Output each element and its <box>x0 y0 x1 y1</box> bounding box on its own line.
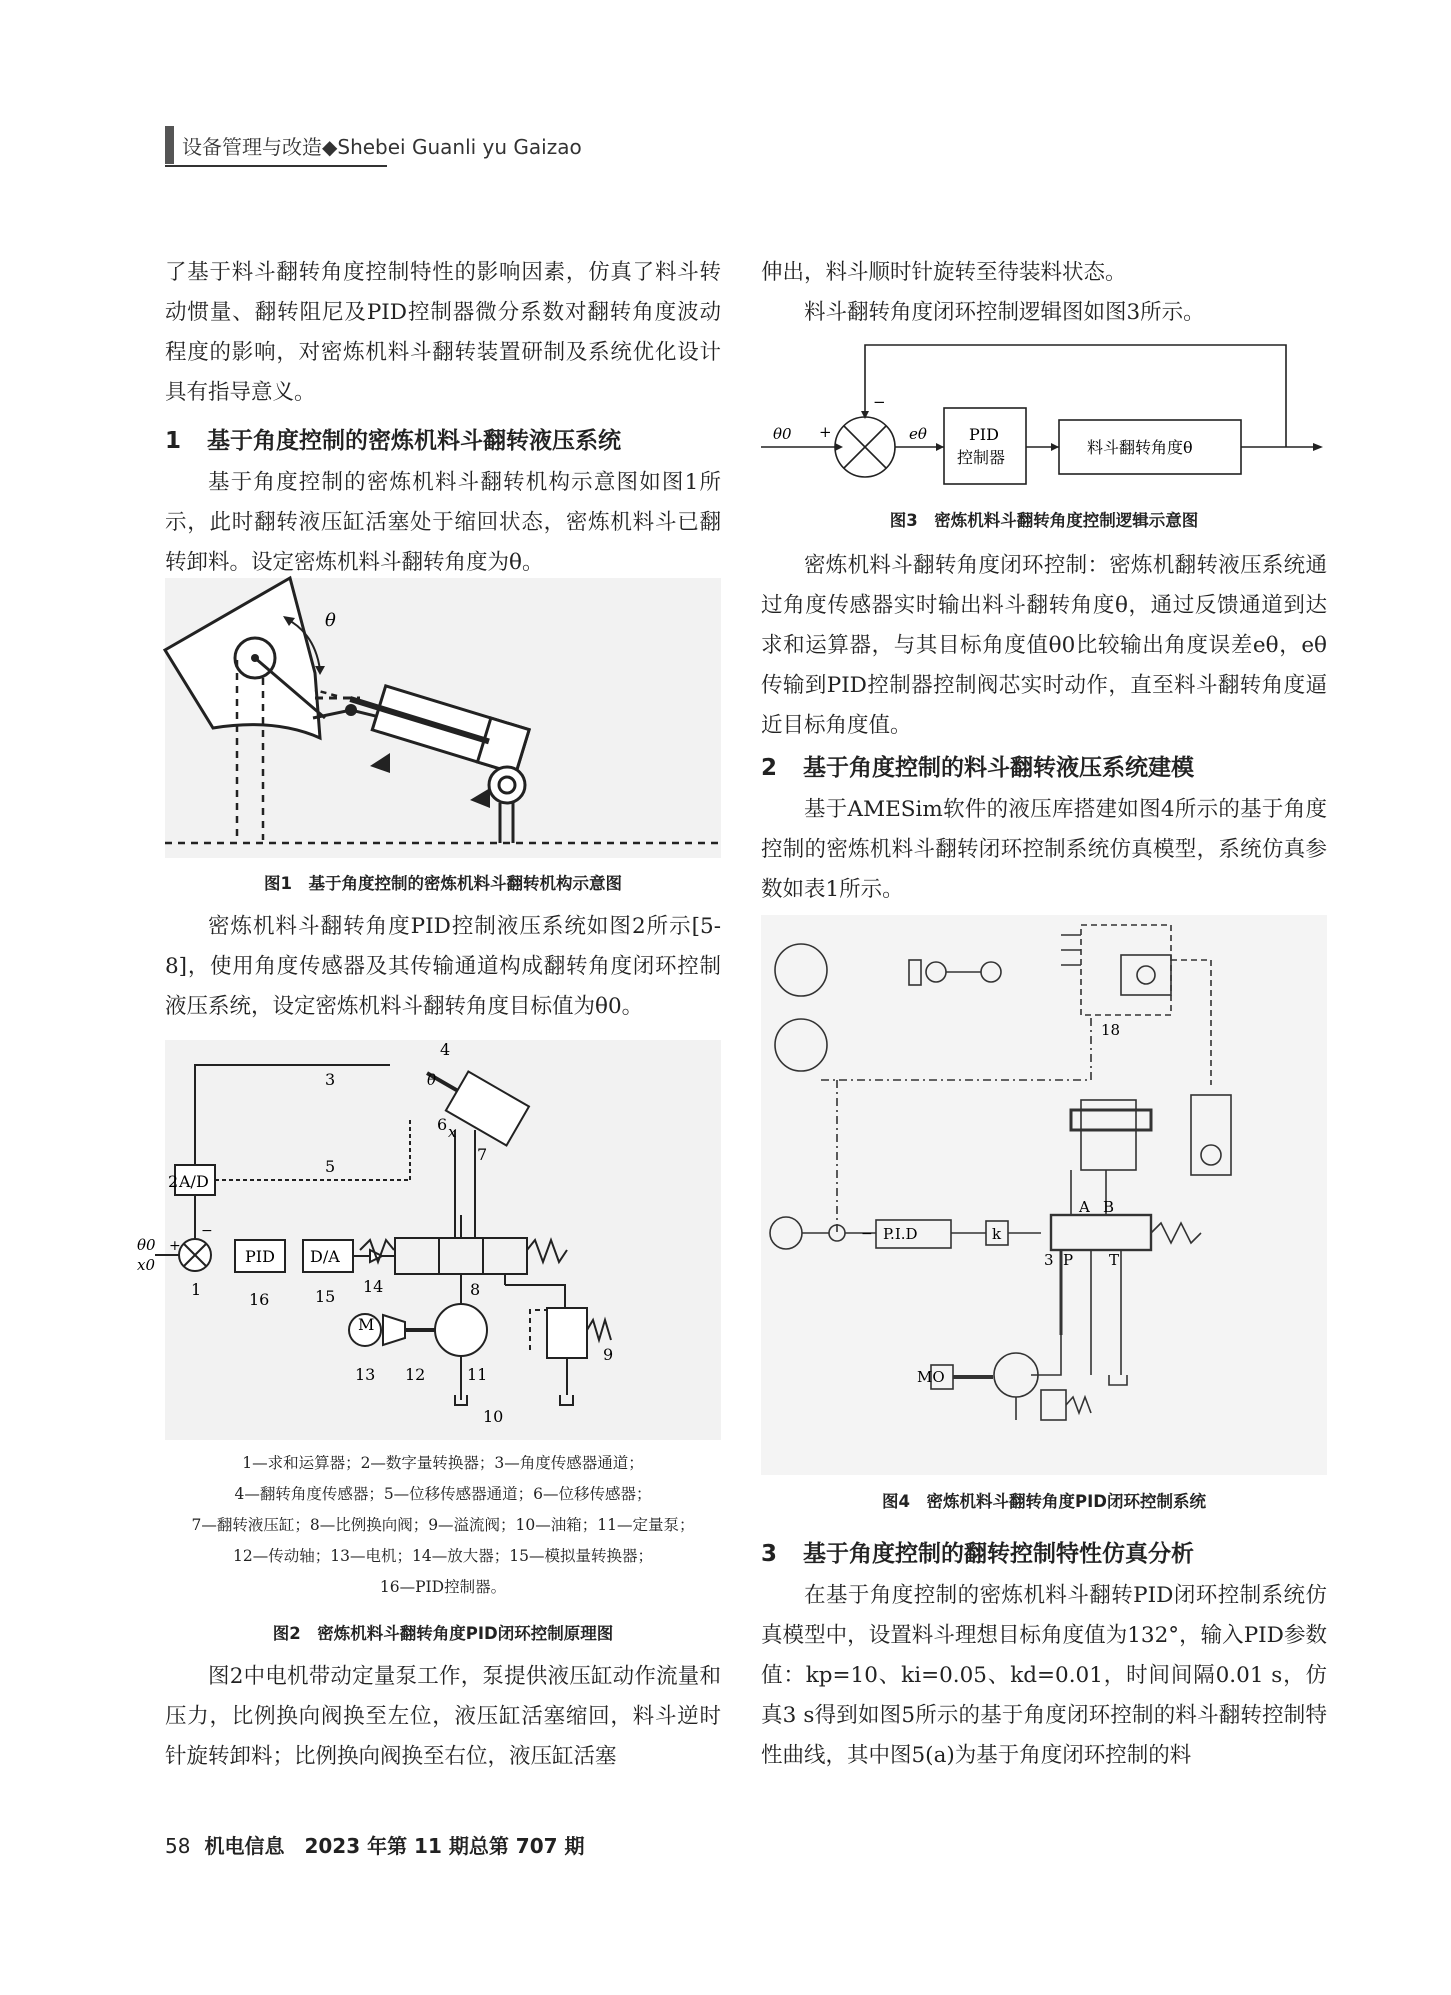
paragraph: 了基于料斗翻转角度控制特性的影响因素，仿真了料斗转动惯量、翻转阻尼及PID控制器微分系数对翻转角度波动程度的影响，对密炼机料斗翻转装置研制及系统优化设计具有指导意义。 <box>165 260 721 405</box>
motor-label: MO <box>917 1368 945 1386</box>
sum-label: − <box>861 1226 873 1242</box>
journal-issue: 机电信息 2023 年第 11 期总第 707 期 <box>204 1834 585 1858</box>
label-13: 13 <box>355 1365 376 1384</box>
port-b: B <box>1103 1198 1115 1216</box>
header-rule <box>165 165 387 167</box>
label-11: 11 <box>467 1365 488 1384</box>
gain-label: k <box>992 1225 1002 1243</box>
legend-line: 1—求和运算器；2—数字量转换器；3—角度传感器通道； <box>242 1454 644 1472</box>
label-9: 9 <box>603 1345 614 1364</box>
legend-line: 16—PID控制器。 <box>379 1578 507 1596</box>
da-label: D/A <box>310 1247 340 1266</box>
plant-label: 料斗翻转角度θ <box>1087 438 1193 457</box>
minus-sign: − <box>873 393 886 411</box>
figure-3 <box>761 335 1327 495</box>
port-p: P <box>1063 1251 1074 1269</box>
section-2-heading <box>761 746 1327 790</box>
page-number: 58 <box>165 1834 191 1858</box>
label-10: 10 <box>483 1407 504 1426</box>
section-title: 基于角度控制的翻转控制特性仿真分析 <box>803 1541 1194 1567</box>
control-loop-diagram <box>761 335 1327 495</box>
plus-sign: + <box>169 1238 181 1254</box>
figure-4-caption: 图4 密炼机料斗翻转角度PID闭环控制系统 <box>882 1492 1206 1511</box>
x-label: x <box>448 1123 457 1141</box>
label-7: 7 <box>477 1145 488 1164</box>
left-column-top <box>165 253 721 583</box>
figure-3-caption: 图3 密炼机料斗翻转角度控制逻辑示意图 <box>889 511 1199 530</box>
ad-label: A/D <box>179 1172 209 1191</box>
header-title: 设备管理与改造◆Shebei Guanli yu Gaizao <box>182 134 582 159</box>
theta0-label: θ0 <box>137 1236 156 1254</box>
amesim-model <box>761 915 1327 1475</box>
label-8: 8 <box>470 1280 481 1299</box>
paragraph: 料斗翻转角度闭环控制逻辑图如图3所示。 <box>804 300 1205 325</box>
section-number: 1 <box>165 428 182 454</box>
figure-2-caption: 图2 密炼机料斗翻转角度PID闭环控制原理图 <box>272 1624 614 1643</box>
minus-sign: − <box>201 1223 213 1239</box>
label-2: 2 <box>168 1172 179 1191</box>
motor-label: M <box>358 1315 375 1334</box>
figure-2 <box>137 1040 721 1440</box>
left-column-bottom <box>165 1657 721 1777</box>
pid-controller-label: 控制器 <box>957 448 1006 467</box>
section-number: 3 <box>761 1541 778 1567</box>
label-4: 4 <box>440 1040 451 1059</box>
pid-label: PID <box>245 1247 275 1266</box>
input-label: θ0 <box>773 425 792 443</box>
figure-2-legend <box>165 1448 721 1603</box>
legend-line: 7—翻转液压缸；8—比例换向阀；9—溢流阀；10—油箱；11—定量泵； <box>191 1516 695 1534</box>
right-column-bottom <box>761 1532 1327 1776</box>
figure-1-caption: 图1 基于角度控制的密炼机料斗翻转机构示意图 <box>264 874 622 893</box>
error-label: eθ <box>909 425 927 443</box>
paragraph: 密炼机料斗翻转角度PID控制液压系统如图2所示[5-8]，使用角度传感器及其传输通道构成翻转角度闭环控制液压系统，设定密炼机料斗翻转角度目标值为θ0。 <box>165 914 721 1019</box>
paragraph: 基于角度控制的密炼机料斗翻转机构示意图如图1所示，此时翻转液压缸活塞处于缩回状态，密炼机料斗已翻转卸料。设定密炼机料斗翻转角度为θ。 <box>165 470 721 575</box>
section-title: 基于角度控制的料斗翻转液压系统建模 <box>803 755 1194 781</box>
section-title: 基于角度控制的密炼机料斗翻转液压系统 <box>207 428 621 454</box>
journal-header <box>165 128 582 162</box>
section-1-heading <box>165 419 721 463</box>
header-bar <box>165 126 174 164</box>
label-18: 18 <box>1101 1021 1121 1039</box>
pid-schematic <box>137 1040 721 1440</box>
right-column-mid <box>761 546 1327 910</box>
paragraph: 基于AMESim软件的液压库搭建如图4所示的基于角度控制的密炼机料斗翻转闭环控制系统仿真模型，系统仿真参数如表1所示。 <box>761 797 1327 902</box>
label-1: 1 <box>191 1280 202 1299</box>
figure-4 <box>761 915 1327 1475</box>
paragraph: 密炼机料斗翻转角度闭环控制：密炼机翻转液压系统通过角度传感器实时输出料斗翻转角度θ，通过反馈通道到达求和运算器，与其目标角度值θ0比较输出角度误差eθ，eθ传输到PID控制器控制阀芯实时动作，直至料斗翻转角度逼近目标角度值。 <box>761 553 1327 738</box>
right-column-top <box>761 253 1327 333</box>
pid-block-label: P.I.D <box>883 1225 918 1243</box>
label-15: 15 <box>315 1287 336 1306</box>
theta-label: θ <box>325 610 336 631</box>
plus-sign: + <box>819 423 832 441</box>
port-a: A <box>1079 1198 1090 1216</box>
label-5: 5 <box>325 1157 336 1176</box>
theta-label: θ <box>427 1071 437 1089</box>
label-3: 3 <box>1044 1251 1054 1269</box>
paragraph: 图2中电机带动定量泵工作，泵提供液压缸动作流量和压力，比例换向阀换至左位，液压缸活塞缩回，料斗逆时针旋转卸料；比例换向阀换至右位，液压缸活塞 <box>165 1664 721 1769</box>
section-3-heading <box>761 1532 1327 1576</box>
legend-line: 12—传动轴；13—电机；14—放大器；15—模拟量转换器； <box>233 1547 653 1565</box>
pid-label: PID <box>969 425 999 444</box>
label-12: 12 <box>405 1365 426 1384</box>
x0-label: x0 <box>137 1256 156 1274</box>
section-number: 2 <box>761 755 778 781</box>
label-6: 6 <box>437 1115 448 1134</box>
label-16: 16 <box>249 1290 270 1309</box>
figure-1 <box>165 578 721 858</box>
paragraph: 伸出，料斗顺时针旋转至待装料状态。 <box>761 260 1127 285</box>
left-column-mid <box>165 907 721 1027</box>
mechanism-diagram <box>165 578 721 858</box>
paragraph: 在基于角度控制的密炼机料斗翻转PID闭环控制系统仿真模型中，设置料斗理想目标角度值为132°，输入PID参数值：kp=10、ki=0.05、kd=0.01，时间间隔0.01 s，仿真3 s得到如图5所示的基于角度闭环控制的料斗翻转控制特性曲线，其中图5(a)为基于角度闭环控制的料 <box>761 1583 1327 1768</box>
port-t: T <box>1109 1251 1120 1269</box>
label-3: 3 <box>325 1070 336 1089</box>
page-footer <box>165 1830 585 1859</box>
label-14: 14 <box>363 1277 384 1296</box>
legend-line: 4—翻转角度传感器；5—位移传感器通道；6—位移传感器； <box>234 1485 652 1503</box>
